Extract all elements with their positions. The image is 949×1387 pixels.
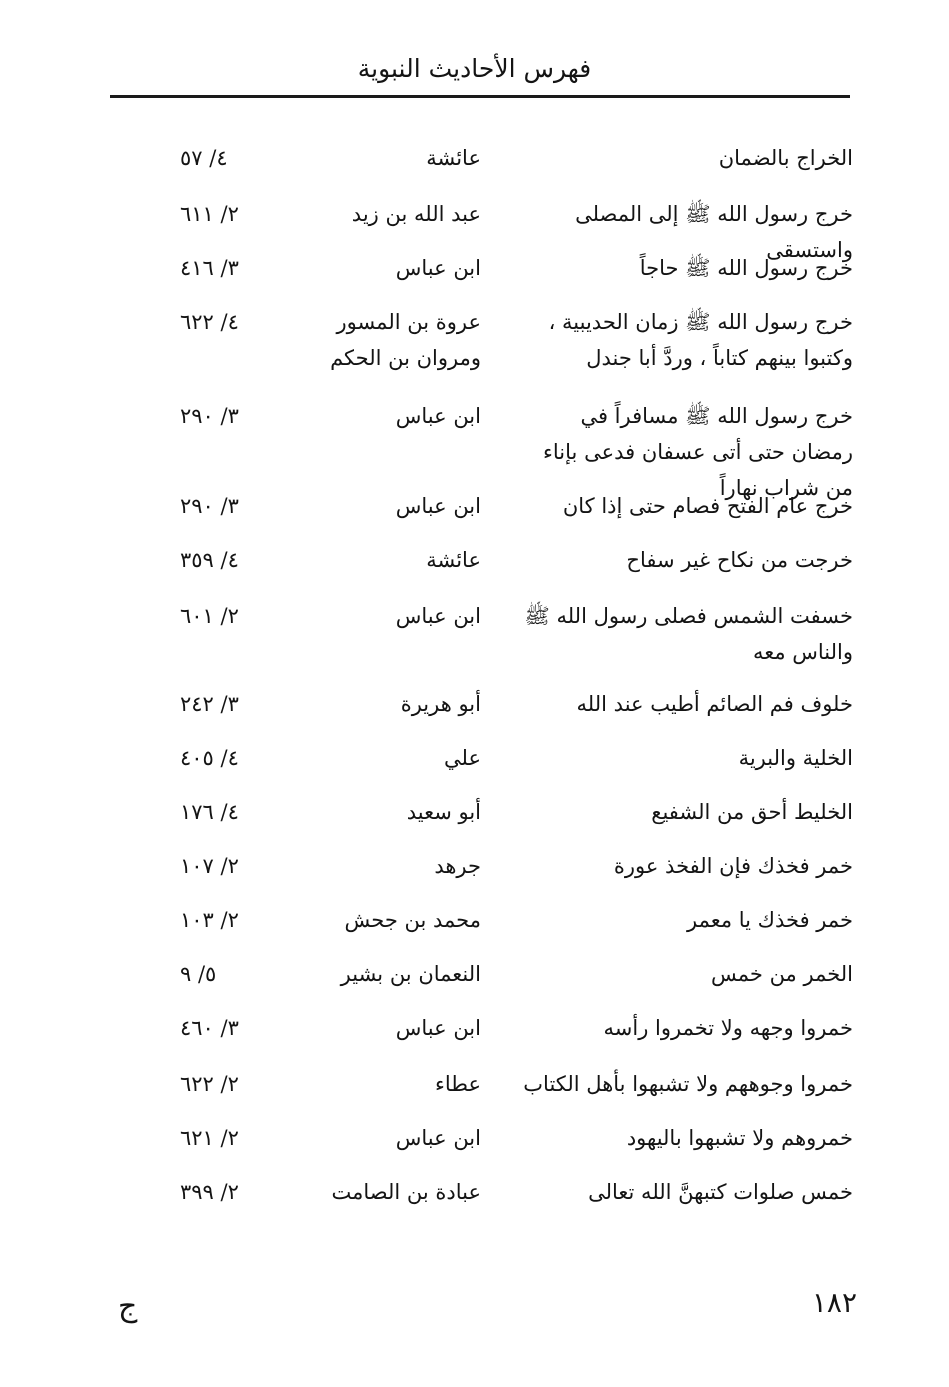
- hadith-narrator: عروة بن المسور ومروان بن الحكم: [330, 310, 481, 370]
- hadith-narrator: أبو سعيد: [406, 800, 481, 824]
- hadith-text: خمس صلوات كتبهنَّ الله تعالى: [588, 1180, 853, 1204]
- hadith-narrator: ابن عباس: [395, 494, 481, 518]
- hadith-reference: ٢/ ٦١١: [180, 202, 239, 226]
- hadith-text: الخمر من خمس: [711, 962, 853, 986]
- hadith-narrator: ابن عباس: [395, 404, 481, 428]
- hadith-reference: ٢/ ١٠٧: [180, 854, 239, 878]
- hadith-text: خمروا وجهه ولا تخمروا رأسه: [603, 1016, 853, 1040]
- hadith-text: خرج عام الفتح فصام حتى إذا كان: [562, 494, 853, 518]
- hadith-text: خمروا وجوههم ولا تشبهوا بأهل الكتاب: [523, 1072, 853, 1096]
- hadith-narrator: محمد بن جحش: [344, 908, 481, 932]
- hadith-text: خسفت الشمس فصلى رسول الله ﷺ والناس معه: [524, 604, 853, 664]
- hadith-reference: ٢/ ٦٢١: [180, 1126, 239, 1150]
- hadith-reference: ٣/ ٤٦٠: [180, 1016, 239, 1040]
- hadith-text: خرج رسول الله ﷺ إلى المصلى واستسقى: [575, 202, 853, 262]
- hadith-reference: ٤/ ١٧٦: [180, 800, 239, 824]
- hadith-narrator: ابن عباس: [395, 604, 481, 628]
- hadith-text: الخراج بالضمان: [718, 146, 853, 170]
- hadith-reference: ٢/ ٣٩٩: [180, 1180, 239, 1204]
- hadith-text: خرج رسول الله ﷺ حاجاً: [639, 256, 853, 280]
- hadith-reference: ٢/ ١٠٣: [180, 908, 239, 932]
- hadith-reference: ٣/ ٢٤٢: [180, 692, 239, 716]
- hadith-reference: ٥/ ٩: [180, 962, 217, 986]
- hadith-text: خرج رسول الله ﷺ زمان الحديبية ، وكتبوا بينهم كتاباً ، وردَّ أبا جندل: [548, 310, 853, 370]
- hadith-reference: ٣/ ٢٩٠: [180, 494, 239, 518]
- hadith-narrator: النعمان بن بشير: [340, 962, 481, 986]
- hadith-text: الخليط أحق من الشفيع: [651, 800, 853, 824]
- hadith-narrator: جرهد: [434, 854, 481, 878]
- hadith-narrator: عائشة: [426, 548, 481, 572]
- hadith-narrator: عائشة: [426, 146, 481, 170]
- hadith-text: خمروهم ولا تشبهوا باليهود: [626, 1126, 853, 1150]
- hadith-narrator: أبو هريرة: [400, 692, 481, 716]
- hadith-narrator: عبد الله بن زيد: [351, 202, 481, 226]
- hadith-reference: ٤/ ٤٠٥: [180, 746, 239, 770]
- header-rule: [110, 95, 850, 98]
- hadith-narrator: علي: [444, 746, 481, 770]
- hadith-text: خمر فخذك يا معمر: [686, 908, 853, 932]
- hadith-text: خرج رسول الله ﷺ مسافراً في رمضان حتى أتى عسفان فدعى بإناء من شراب نهاراً: [543, 404, 853, 500]
- hadith-reference: ٣/ ٤١٦: [180, 256, 239, 280]
- hadith-narrator: ابن عباس: [395, 1016, 481, 1040]
- hadith-text: خمر فخذك فإن الفخذ عورة: [613, 854, 853, 878]
- hadith-reference: ٤/ ٥٧: [180, 146, 228, 170]
- hadith-reference: ٣/ ٢٩٠: [180, 404, 239, 428]
- hadith-reference: ٤/ ٣٥٩: [180, 548, 239, 572]
- hadith-reference: ٢/ ٦٢٢: [180, 1072, 239, 1096]
- hadith-text: الخلية والبرية: [738, 746, 853, 770]
- hadith-reference: ٢/ ٦٠١: [180, 604, 239, 628]
- page-title: فهرس الأحاديث النبوية: [357, 54, 592, 83]
- hadith-reference: ٤/ ٦٢٢: [180, 310, 239, 334]
- page-number: ١٨٢: [811, 1286, 857, 1319]
- hadith-narrator: عطاء: [434, 1072, 481, 1096]
- signature-letter: ج: [118, 1289, 138, 1324]
- hadith-narrator: ابن عباس: [395, 256, 481, 280]
- hadith-text: خرجت من نكاح غير سفاح: [626, 548, 853, 572]
- hadith-narrator: ابن عباس: [395, 1126, 481, 1150]
- hadith-text: خلوف فم الصائم أطيب عند الله: [576, 692, 853, 716]
- hadith-narrator: عبادة بن الصامت: [331, 1180, 481, 1204]
